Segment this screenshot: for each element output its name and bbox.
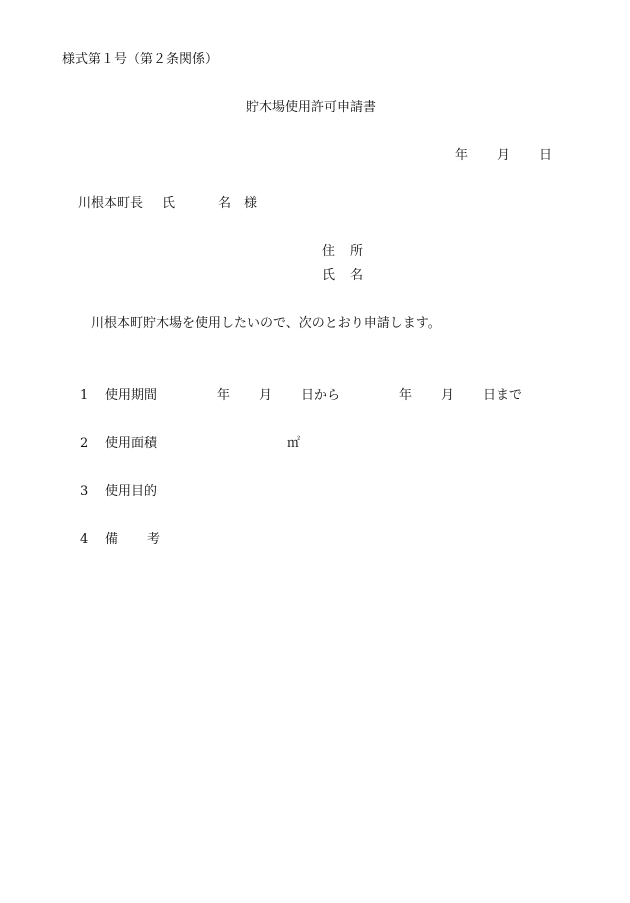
body-text: 川根本町貯木場を使用したいので、次のとおり申請します。	[91, 316, 441, 331]
applicant-address-label-2: 所	[350, 244, 364, 259]
item-label-part-2: 考	[147, 532, 161, 547]
addressee-name: 川根本町長	[78, 196, 144, 211]
date-year: 年	[455, 148, 469, 163]
date-month: 月	[497, 148, 511, 163]
item-number: 3	[80, 484, 89, 499]
period-from-day: 日から	[301, 388, 341, 403]
item-number: 1	[80, 388, 89, 403]
item-label: 使用期間	[105, 388, 158, 403]
period-from-month: 月	[259, 388, 273, 403]
date-day: 日	[539, 148, 553, 163]
item-label-part-1: 備	[105, 532, 119, 547]
item-label: 使用面積	[105, 436, 158, 451]
applicant-name-label-2: 名	[350, 268, 364, 283]
applicant-address-label-1: 住	[322, 244, 336, 259]
area-unit: ㎡	[287, 436, 301, 451]
addressee-shi: 氏	[162, 196, 176, 211]
period-from-year: 年	[217, 388, 231, 403]
period-to-month: 月	[441, 388, 455, 403]
period-to-year: 年	[399, 388, 413, 403]
period-to-day: 日まで	[483, 388, 523, 403]
item-label: 使用目的	[105, 484, 158, 499]
addressee-mei: 名	[218, 196, 232, 211]
document-title: 貯木場使用許可申請書	[246, 100, 377, 115]
form-number: 様式第１号（第２条関係）	[62, 52, 219, 67]
item-number: 4	[80, 532, 89, 547]
item-number: 2	[80, 436, 89, 451]
applicant-name-label-1: 氏	[322, 268, 336, 283]
addressee-sama: 様	[244, 196, 258, 211]
